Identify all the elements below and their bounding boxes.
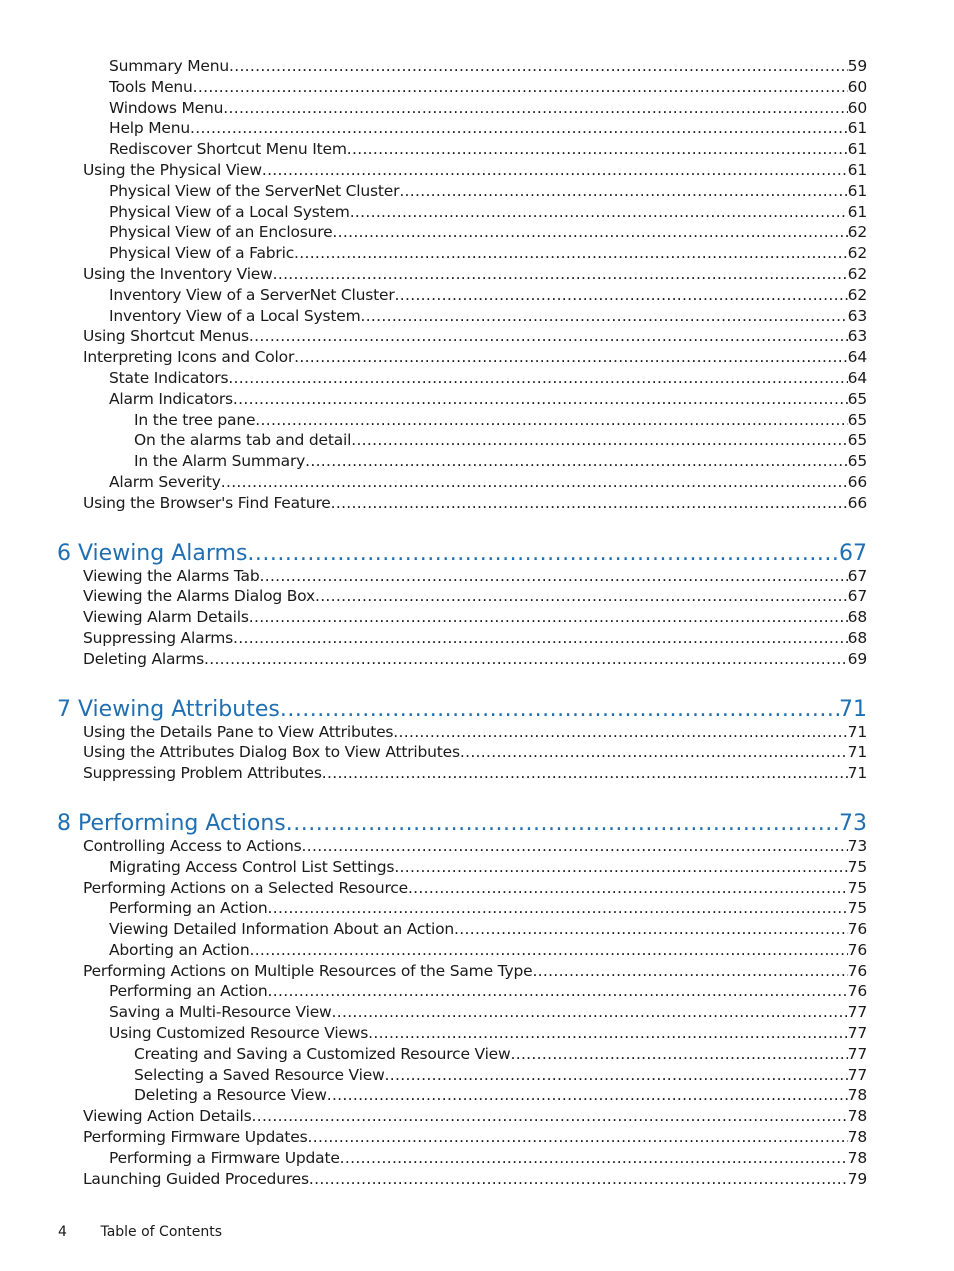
toc-entry[interactable]	[0, 836, 867, 857]
toc-block-chapter-6	[0, 566, 954, 670]
toc-entry[interactable]	[0, 1148, 867, 1169]
toc-block-chapter-7	[0, 722, 954, 784]
toc-entry-page-number: 60	[847, 77, 867, 96]
toc-entry[interactable]	[0, 389, 867, 410]
toc-entry[interactable]	[0, 98, 867, 119]
chapter-heading-7[interactable]	[0, 696, 867, 724]
chapter-page-number: 71	[839, 696, 867, 722]
footer-page-number: 4	[58, 1224, 67, 1240]
toc-entry[interactable]	[0, 160, 867, 181]
toc-entry-page-number: 62	[847, 285, 867, 304]
dot-leader	[399, 181, 847, 202]
toc-entry[interactable]	[0, 1023, 867, 1044]
toc-entry-page-number: 65	[847, 452, 867, 471]
dot-leader	[315, 586, 848, 607]
toc-entry[interactable]	[0, 1127, 867, 1148]
toc-entry-title: Viewing the Alarms Dialog Box	[83, 587, 315, 606]
toc-entry-page-number: 64	[847, 368, 867, 387]
toc-entry-title: Viewing Alarm Details	[83, 608, 249, 627]
toc-entry[interactable]	[0, 243, 867, 264]
toc-entry-page-number: 66	[847, 472, 867, 491]
toc-entry[interactable]	[0, 586, 867, 607]
toc-entry-page-number: 61	[847, 202, 867, 221]
dot-leader	[360, 306, 847, 327]
dot-leader	[394, 857, 847, 878]
toc-entry-page-number: 61	[847, 160, 867, 179]
toc-entry-page-number: 78	[847, 1128, 867, 1147]
toc-entry[interactable]	[0, 1106, 867, 1127]
toc-entry[interactable]	[0, 472, 867, 493]
dot-leader	[332, 1002, 848, 1023]
dot-leader	[268, 898, 848, 919]
toc-entry-title: Aborting an Action	[109, 940, 250, 959]
toc-entry-page-number: 77	[847, 1003, 867, 1022]
toc-entry[interactable]	[0, 981, 867, 1002]
toc-entry-title: Summary Menu	[109, 57, 229, 75]
dot-leader	[511, 1044, 848, 1065]
toc-entry[interactable]	[0, 607, 867, 628]
toc-entry-title: Inventory View of a Local System	[109, 306, 361, 325]
toc-entry-title: Suppressing Alarms	[83, 628, 234, 647]
toc-entry-title: Windows Menu	[109, 98, 224, 117]
toc-entry-page-number: 61	[847, 181, 867, 200]
dot-leader	[260, 566, 848, 587]
dot-leader	[233, 628, 848, 649]
chapter-title: 7 Viewing Attributes	[57, 696, 280, 722]
toc-entry-page-number: 68	[847, 608, 867, 627]
toc-entry-title: Physical View of a Fabric	[109, 244, 295, 263]
toc-entry-page-number: 78	[847, 1086, 867, 1105]
toc-entry-page-number: 75	[847, 878, 867, 897]
toc-entry-page-number: 65	[847, 389, 867, 408]
dot-leader	[294, 243, 848, 264]
toc-entry[interactable]	[0, 649, 867, 670]
toc-entry-page-number: 78	[847, 1148, 867, 1167]
toc-entry-title: Saving a Multi-Resource View	[109, 1003, 332, 1022]
dot-leader	[247, 540, 839, 568]
dot-leader	[350, 202, 848, 223]
dot-leader	[228, 368, 847, 389]
toc-entry-title: Viewing Action Details	[83, 1107, 252, 1126]
chapter-title: 6 Viewing Alarms	[57, 540, 248, 566]
dot-leader	[309, 1169, 848, 1190]
toc-entry-title: On the alarms tab and detail	[134, 431, 352, 450]
toc-entry-title: In the Alarm Summary	[134, 452, 306, 471]
toc-block-continued	[0, 56, 954, 514]
toc-entry-page-number: 62	[847, 223, 867, 242]
toc-entry-title: Alarm Severity	[109, 472, 221, 491]
dot-leader	[233, 389, 848, 410]
toc-entry-page-number: 76	[847, 961, 867, 980]
toc-entry-title: Inventory View of a ServerNet Cluster	[109, 285, 395, 304]
toc-entry[interactable]	[0, 1169, 867, 1190]
dot-leader	[229, 56, 848, 77]
dot-leader	[221, 472, 848, 493]
toc-entry-page-number: 61	[847, 140, 867, 159]
dot-leader	[294, 347, 848, 368]
toc-entry[interactable]	[0, 919, 867, 940]
toc-entry-title: Performing a Firmware Update	[109, 1148, 340, 1167]
toc-entry-page-number: 62	[847, 264, 867, 283]
toc-entry-title: Using Customized Resource Views	[109, 1024, 369, 1043]
dot-leader	[190, 118, 848, 139]
dot-leader	[331, 493, 848, 514]
toc-entry[interactable]	[0, 181, 867, 202]
dot-leader	[204, 649, 848, 670]
toc-entry-title: Viewing Detailed Information About an Action	[109, 920, 455, 939]
toc-entry[interactable]	[0, 1065, 867, 1086]
toc-entry-page-number: 63	[847, 327, 867, 346]
toc-entry[interactable]	[0, 961, 867, 982]
toc-entry[interactable]	[0, 722, 867, 743]
toc-entry-title: Physical View of an Enclosure	[109, 223, 333, 242]
toc-entry-title: Selecting a Saved Resource View	[134, 1065, 385, 1084]
toc-entry-page-number: 77	[847, 1065, 867, 1084]
toc-entry-title: Performing Actions on Multiple Resources of the Same Type	[83, 961, 533, 980]
toc-entry[interactable]	[0, 451, 867, 472]
dot-leader	[305, 451, 848, 472]
dot-leader	[351, 430, 847, 451]
toc-entry[interactable]	[0, 56, 867, 77]
page-footer	[58, 1222, 222, 1242]
toc-entry-title: Tools Menu	[109, 77, 193, 96]
toc-entry-title: Creating and Saving a Customized Resource View	[134, 1044, 511, 1063]
dot-leader	[193, 77, 848, 98]
chapter-heading-6[interactable]	[0, 540, 867, 568]
dot-leader	[327, 1085, 848, 1106]
toc-entry[interactable]	[0, 347, 867, 368]
toc-entry-title: Migrating Access Control List Settings	[109, 857, 395, 876]
toc-entry-title: Controlling Access to Actions	[83, 836, 302, 855]
toc-entry-title: Using the Details Pane to View Attributes	[83, 722, 394, 741]
toc-entry-page-number: 77	[847, 1024, 867, 1043]
toc-entry-title: Performing Actions on a Selected Resource	[83, 878, 408, 897]
toc-entry[interactable]	[0, 763, 867, 784]
footer-label: Table of Contents	[100, 1224, 223, 1240]
toc-entry[interactable]	[0, 493, 867, 514]
toc-entry[interactable]	[0, 118, 867, 139]
toc-entry-page-number: 63	[847, 306, 867, 325]
toc-entry-page-number: 60	[847, 98, 867, 117]
toc-entry-title: Using the Attributes Dialog Box to View Attributes	[83, 743, 460, 762]
toc-entry-title: Interpreting Icons and Color	[83, 348, 295, 367]
toc-entry-page-number: 76	[847, 982, 867, 1001]
toc-entry-title: Using the Inventory View	[83, 264, 273, 283]
toc-entry-page-number: 68	[847, 628, 867, 647]
toc-entry-page-number: 65	[847, 410, 867, 429]
toc-entry-title: Launching Guided Procedures	[83, 1169, 309, 1188]
dot-leader	[223, 98, 847, 119]
toc-entry-page-number: 64	[847, 348, 867, 367]
toc-entry-page-number: 61	[847, 119, 867, 138]
toc-entry-title: Deleting a Resource View	[134, 1086, 327, 1105]
dot-leader	[262, 160, 848, 181]
toc-entry-page-number: 71	[847, 743, 867, 762]
toc-entry[interactable]	[0, 139, 867, 160]
toc-entry-title: Rediscover Shortcut Menu Item	[109, 140, 347, 159]
toc-entry[interactable]	[0, 202, 867, 223]
dot-leader	[322, 763, 848, 784]
toc-entry[interactable]	[0, 222, 867, 243]
toc-entry-title: Performing Firmware Updates	[83, 1128, 308, 1147]
toc-entry-page-number: 69	[847, 649, 867, 668]
chapter-title: 8 Performing Actions	[57, 810, 286, 836]
toc-entry-page-number: 73	[847, 836, 867, 855]
dot-leader	[332, 222, 847, 243]
toc-entry[interactable]	[0, 878, 867, 899]
toc-entry[interactable]	[0, 77, 867, 98]
toc-entry-page-number: 62	[847, 244, 867, 263]
toc-entry-title: Using the Physical View	[83, 160, 262, 179]
toc-entry-page-number: 71	[847, 764, 867, 783]
toc-entry-title: Suppressing Problem Attributes	[83, 764, 322, 783]
toc-entry-title: Using the Browser's Find Feature	[83, 493, 331, 512]
toc-entry[interactable]	[0, 410, 867, 431]
toc-entry-title: Viewing the Alarms Tab	[83, 566, 260, 585]
toc-entry[interactable]	[0, 940, 867, 961]
toc-entry[interactable]	[0, 1002, 867, 1023]
toc-entry[interactable]	[0, 285, 867, 306]
toc-entry[interactable]	[0, 326, 867, 347]
toc-entry-page-number: 79	[847, 1169, 867, 1188]
toc-entry-title: Performing an Action	[109, 982, 268, 1001]
toc-entry[interactable]	[0, 898, 867, 919]
toc-entry-title: Physical View of a Local System	[109, 202, 350, 221]
toc-entry-page-number: 75	[847, 857, 867, 876]
dot-leader	[340, 1148, 848, 1169]
dot-leader	[251, 1106, 847, 1127]
toc-entry[interactable]	[0, 264, 867, 285]
toc-block-chapter-8	[0, 836, 954, 1190]
toc-entry-page-number: 78	[847, 1107, 867, 1126]
dot-leader	[249, 326, 848, 347]
dot-leader	[249, 940, 847, 961]
toc-entry-title: In the tree pane	[134, 410, 256, 429]
dot-leader	[280, 696, 839, 724]
toc-entry[interactable]	[0, 628, 867, 649]
toc-entry-page-number: 77	[847, 1044, 867, 1063]
toc-entry-page-number: 76	[847, 940, 867, 959]
toc-entry[interactable]	[0, 742, 867, 763]
toc-entry-page-number: 71	[847, 722, 867, 741]
toc-entry-page-number: 66	[847, 493, 867, 512]
dot-leader	[268, 981, 848, 1002]
dot-leader	[273, 264, 848, 285]
toc-entry-page-number: 67	[847, 566, 867, 585]
toc-entry-page-number: 75	[847, 899, 867, 918]
toc-entry-title: Alarm Indicators	[109, 389, 233, 408]
toc-entry[interactable]	[0, 857, 867, 878]
toc-entry-title: State Indicators	[109, 368, 229, 387]
toc-entry-page-number: 76	[847, 920, 867, 939]
toc-entry-page-number: 59	[847, 57, 867, 75]
toc-entry-title: Performing an Action	[109, 899, 268, 918]
dot-leader	[454, 919, 848, 940]
dot-leader	[393, 722, 847, 743]
toc-entry-title: Physical View of the ServerNet Cluster	[109, 181, 400, 200]
dot-leader	[249, 607, 848, 628]
toc-entry[interactable]	[0, 368, 867, 389]
toc-entry-page-number: 65	[847, 431, 867, 450]
chapter-page-number: 67	[839, 540, 867, 566]
toc-entry[interactable]	[0, 1085, 867, 1106]
dot-leader	[395, 285, 848, 306]
dot-leader	[385, 1065, 848, 1086]
toc-entry[interactable]	[0, 430, 867, 451]
dot-leader	[368, 1023, 848, 1044]
toc-entry-title: Help Menu	[109, 119, 191, 138]
dot-leader	[302, 836, 848, 857]
dot-leader	[347, 139, 848, 160]
toc-entry-page-number: 67	[847, 587, 867, 606]
toc-entry-title: Deleting Alarms	[83, 649, 204, 668]
chapter-page-number: 73	[839, 810, 867, 836]
toc-entry-title: Using Shortcut Menus	[83, 327, 249, 346]
toc-entry[interactable]	[0, 306, 867, 327]
dot-leader	[308, 1127, 848, 1148]
chapter-heading-8[interactable]	[0, 810, 867, 838]
dot-leader	[532, 961, 847, 982]
dot-leader	[460, 742, 848, 763]
dot-leader	[408, 878, 848, 899]
dot-leader	[255, 410, 847, 431]
dot-leader	[286, 810, 839, 838]
table-of-contents	[0, 56, 954, 1189]
toc-entry[interactable]	[0, 566, 867, 587]
toc-entry[interactable]	[0, 1044, 867, 1065]
